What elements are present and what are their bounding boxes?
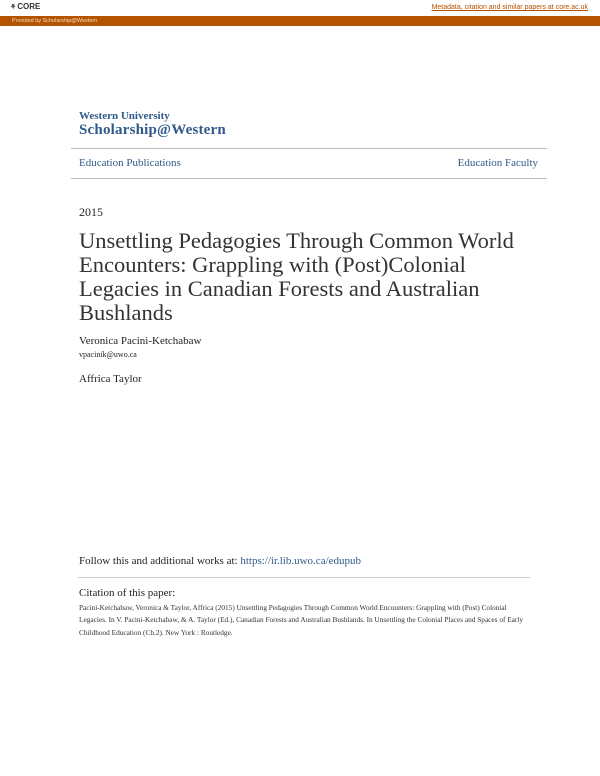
citation-text: Pacini-Ketchabaw, Veronica & Taylor, Affrica (2015) Unsettling Pedagogies Through Common World Encounters: Grappling with (Post) Colonial Legacies. In V. Pacini-Ketchabaw, & A. Taylor (Ed.), Canadian Forests and Australian Bushlands. In Unsettling the Colonial Places and Spaces of Early Childhood Education (Ch.2). New York : Routledge. — [79, 603, 524, 637]
author-name: Affrica Taylor — [79, 373, 142, 385]
education-publications-link[interactable]: Education Publications — [79, 157, 181, 169]
year: 2015 — [79, 205, 103, 219]
repository-name[interactable]: Scholarship@Western — [79, 122, 226, 138]
author-email: vpacinik@uwo.ca — [79, 350, 137, 359]
core-metadata-link[interactable]: Metadata, citation and similar papers at core.ac.uk — [431, 4, 588, 11]
paper-title: Unsettling Pedagogies Through Common World Encounters: Grappling with (Post)Colonial Legacies in Canadian Forests and Australian Bushlands — [79, 228, 514, 325]
divider — [71, 148, 547, 149]
follow-line — [79, 555, 361, 567]
follow-text: Follow this and additional works at: — [79, 555, 241, 567]
divider — [71, 178, 547, 179]
core-icon: ⚘ — [10, 4, 17, 11]
provider-bar — [0, 16, 600, 26]
author-name: Veronica Pacini-Ketchabaw — [79, 335, 202, 347]
divider — [78, 577, 530, 578]
citation-heading: Citation of this paper: — [79, 587, 176, 599]
university-name: Western University — [79, 110, 170, 122]
core-logo: ⚘ CORE — [10, 2, 41, 11]
provided-by: Provided by Scholarship@Western — [12, 18, 98, 24]
repository-url-link[interactable]: https://ir.lib.uwo.ca/edupub — [240, 555, 362, 567]
education-faculty-link[interactable]: Education Faculty — [457, 157, 538, 169]
